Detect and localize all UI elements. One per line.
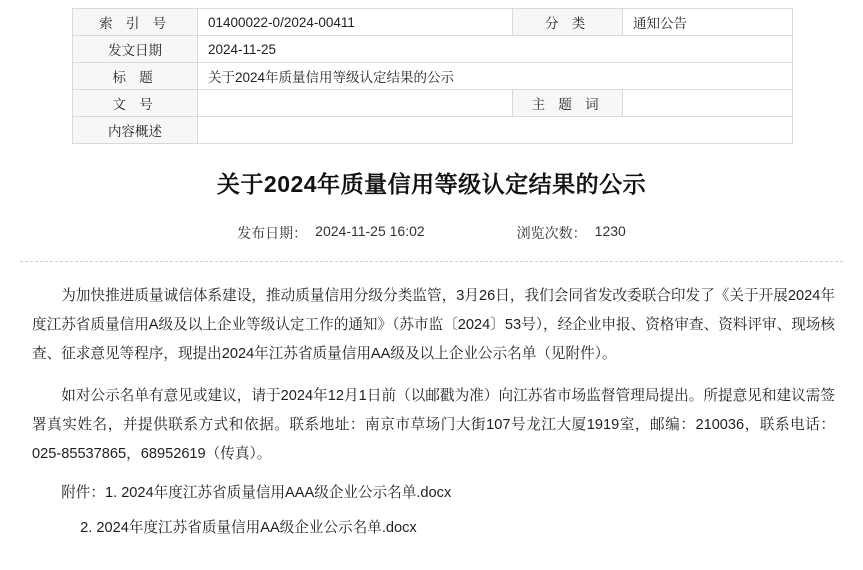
views-value: 1230: [594, 223, 626, 239]
meta-label-summary: 内容概述: [73, 117, 198, 144]
table-row: [73, 117, 793, 144]
body-paragraph-1: 为加快推进质量诚信体系建设，推动质量信用分级分类监管，3月26日，我们会同省发改委联合印发了《关于开展2024年度江苏省质量信用A级及以上企业等级认定工作的通知》（苏市监〔2024〕53号），经企业申报、资格审查、资料评审、现场核查、征求意见等程序，现提出2024年江苏省质量信用AA级及以上企业公示名单（见附件）。: [32, 288, 835, 363]
meta-label-document-number: 文 号: [73, 90, 198, 117]
publish-date-value: 2024-11-25 16:02: [315, 223, 425, 239]
meta-value-category: 通知公告: [623, 9, 793, 36]
meta-label-publish-date: 发文日期: [73, 36, 198, 63]
meta-label-subject-word: 主 题 词: [513, 90, 623, 117]
document-meta-table: [72, 8, 793, 144]
table-row: [73, 36, 793, 63]
attachment-list: [0, 481, 863, 541]
meta-label-category: 分 类: [513, 9, 623, 36]
publish-date-group: [237, 223, 425, 243]
meta-value-index-number: 01400022-0/2024-00411: [198, 9, 513, 36]
table-row: [73, 9, 793, 36]
attachment-item-2[interactable]: 2. 2024年度江苏省质量信用AA级企业公示名单.docx: [80, 519, 417, 536]
document-info-line: [0, 223, 863, 243]
info-spacer: [425, 223, 517, 243]
meta-value-summary: [198, 117, 793, 144]
meta-value-subject-word: [623, 90, 793, 117]
document-body: [0, 282, 863, 469]
meta-table-container: [0, 0, 863, 144]
meta-value-title: 关于2024年质量信用等级认定结果的公示: [198, 63, 793, 90]
meta-value-document-number: [198, 90, 513, 117]
meta-label-index-number: 索 引 号: [73, 9, 198, 36]
publish-date-label: 发布日期：: [237, 225, 308, 241]
meta-value-publish-date: 2024-11-25: [198, 36, 793, 63]
views-group: [517, 223, 626, 243]
meta-label-title: 标 题: [73, 63, 198, 90]
body-paragraph-2: 如对公示名单有意见或建议，请于2024年12月1日前（以邮戳为准）向江苏省市场监督管理局提出。所提意见和建议需签署真实姓名，并提供联系方式和依据。联系地址：南京市草场门大街107号龙江大厦1919室，邮编：210036，联系电话：025-85537865，68952619（传真）。: [32, 387, 835, 462]
section-divider: [20, 261, 843, 262]
table-row: [73, 90, 793, 117]
attachment-item-1[interactable]: 附件：1. 2024年度江苏省质量信用AAA级企业公示名单.docx: [61, 485, 452, 502]
views-label: 浏览次数：: [516, 225, 587, 241]
page-title: 关于2024年质量信用等级认定结果的公示: [216, 171, 647, 197]
table-row: [73, 63, 793, 90]
